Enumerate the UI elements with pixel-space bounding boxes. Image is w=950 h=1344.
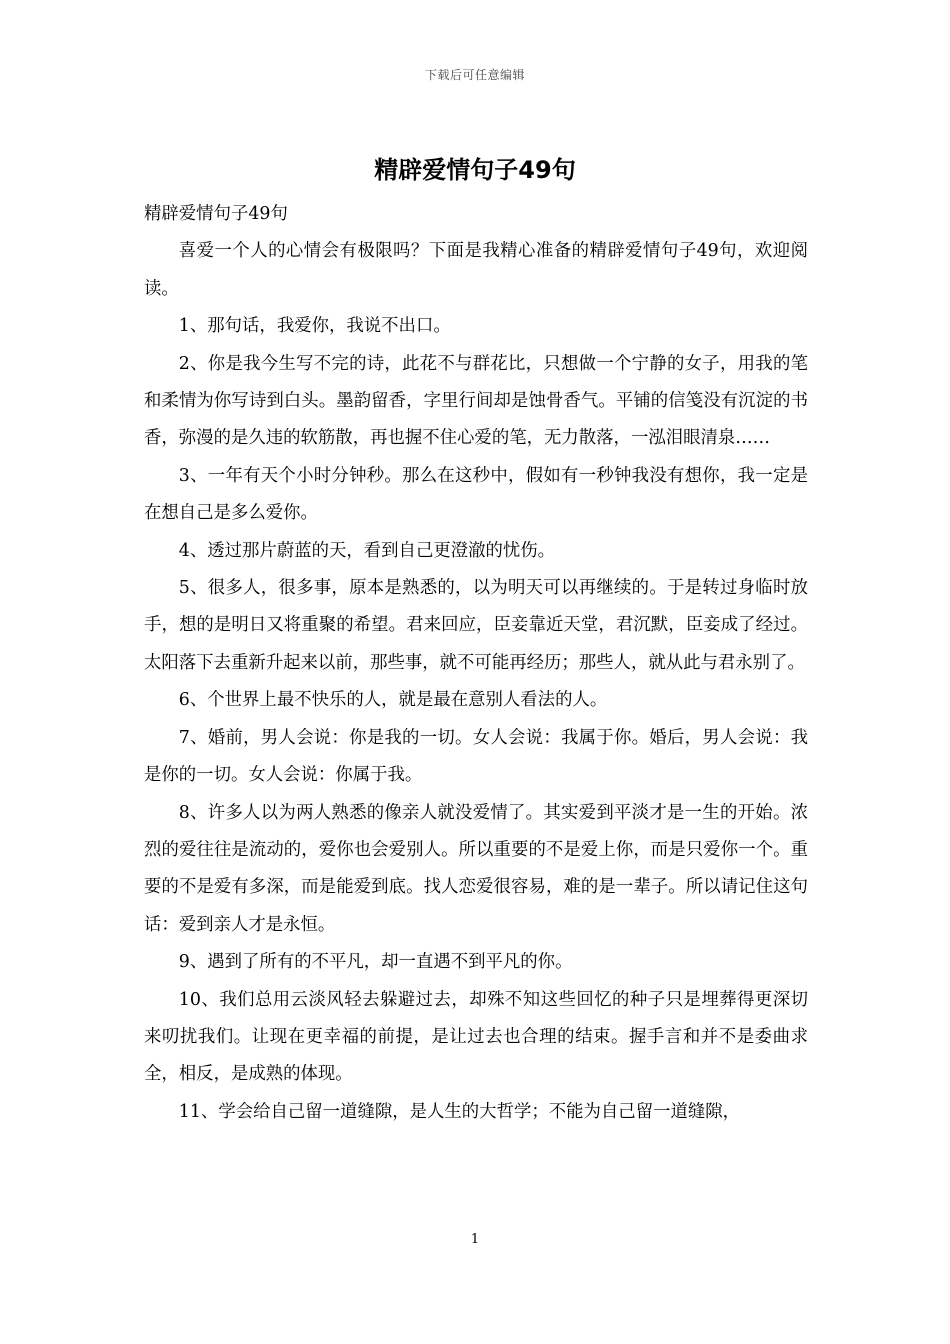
paragraph-item: 2、你是我今生写不完的诗，此花不与群花比，只想做一个宁静的女子，用我的笔和柔情为你写诗到白头。墨韵留香，字里行间却是蚀骨香气。平铺的信笺没有沉淀的书香，弥漫的是久违的软筋散，再也握不住心爱的笔，无力散落，一泓泪眼清泉…… (144, 353, 808, 449)
paragraph-item: 1、那句话，我爱你，我说不出口。 (178, 316, 451, 337)
paragraph-item: 11、学会给自己留一道缝隙，是人生的大哲学；不能为自己留一道缝隙， (178, 1101, 741, 1122)
paragraph-item: 3、一年有天个小时分钟秒。那么在这秒中，假如有一秒钟我没有想你，我一定是在想自己是多么爱你。 (144, 465, 808, 524)
document-body (144, 196, 808, 1131)
paragraph-item: 7、婚前，男人会说：你是我的一切。女人会说：我属于你。婚后，男人会说：我是你的一切。女人会说：你属于我。 (144, 727, 808, 786)
paragraph-intro: 喜爱一个人的心情会有极限吗？下面是我精心准备的精辟爱情句子49句，欢迎阅读。 (144, 241, 808, 299)
paragraph-item: 9、遇到了所有的不平凡，却一直遇不到平凡的你。 (178, 952, 573, 973)
document-title: 精辟爱情句子49句 (374, 156, 576, 184)
paragraph-subtitle: 精辟爱情句子49句 (144, 204, 288, 224)
paragraph-item: 10、我们总用云淡风轻去躲避过去，却殊不知这些回忆的种子只是埋葬得更深切来叨扰我们。让现在更幸福的前提，是让过去也合理的结束。握手言和并不是委曲求全，相反，是成熟的体现。 (144, 989, 808, 1085)
paragraph-item: 8、许多人以为两人熟悉的像亲人就没爱情了。其实爱到平淡才是一生的开始。浓烈的爱往往是流动的，爱你也会爱别人。所以重要的不是爱上你，而是只爱你一个。重要的不是爱有多深，而是能爱到底。找人恋爱很容易，难的是一辈子。所以请记住这句话：爱到亲人才是永恒。 (144, 802, 808, 935)
paragraph-item: 4、透过那片蔚蓝的天，看到自己更澄澈的忧伤。 (178, 540, 556, 561)
paragraph-item: 6、个世界上最不快乐的人，就是最在意别人看法的人。 (178, 690, 608, 711)
paragraph-item: 5、很多人，很多事，原本是熟悉的，以为明天可以再继续的。于是转过身临时放手，想的是明日又将重聚的希望。君来回应，臣妾靠近天堂，君沉默，臣妾成了经过。太阳落下去重新升起来以前，那些事，就不可能再经历；那些人，就从此与君永别了。 (144, 578, 808, 673)
header-note: 下载后可任意编辑 (424, 68, 525, 82)
page-number: 1 (470, 1232, 480, 1247)
